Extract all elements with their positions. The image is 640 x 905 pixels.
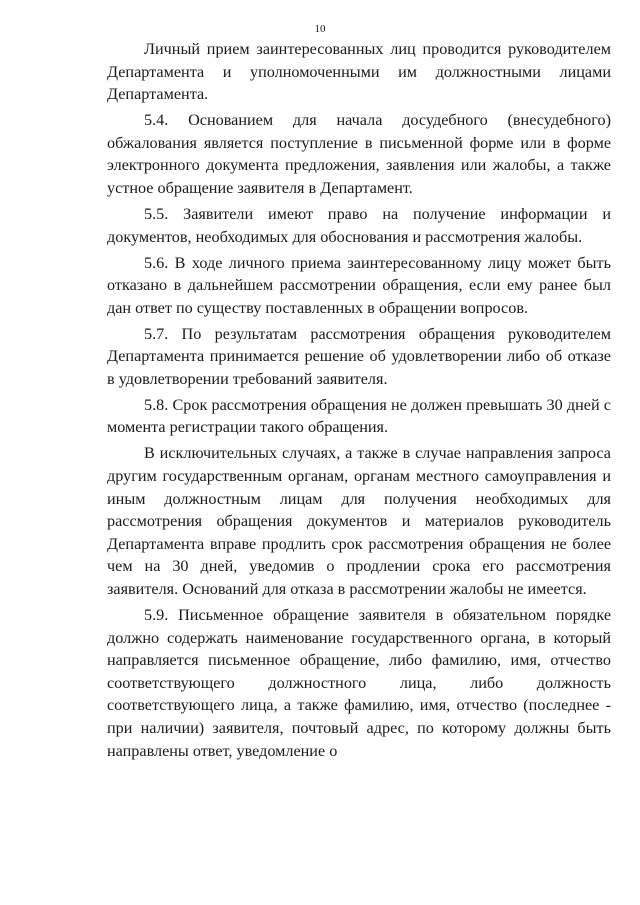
paragraph-personal-reception: Личный прием заинтересованных лиц проводится руководителем Департамента и уполномоченными им должностными лицами Департамента. (107, 40, 611, 104)
paragraph-5-8: 5.8. Срок рассмотрения обращения не должен превышать 30 дней с момента регистрации такого обращения. (107, 395, 611, 437)
paragraph-5-6: 5.6. В ходе личного приема заинтересованному лицу может быть отказано в дальнейшем рассмотрении обращения, если ему ранее был дан ответ по существу поставленных в обращении вопросов. (107, 253, 611, 317)
paragraph-exceptional-cases: В исключительных случаях, а также в случае направления запроса другим государственным органам, органам местного самоуправления и иным должностным лицам для получения необходимых для рассмотрения обращения документов и материалов руководитель Департамента вправе продлить срок рассмотрения обращения не более чем на 30 дней, уведомив о продлении срока его рассмотрения заявителя. Оснований для отказа в рассмотрении жалобы не имеется. (107, 444, 611, 598)
paragraph-5-9: 5.9. Письменное обращение заявителя в обязательном порядке должно содержать наименование государственного органа, в который направляется письменное обращение, либо фамилию, имя, отчество соответствующего должностного лица, либо должность соответствующего лица, а также фамилию, имя, отчество (последнее - при наличии) заявителя, почтовый адрес, по которому должны быть направлены ответ, уведомление о (107, 605, 611, 760)
paragraph-5-5: 5.5. Заявители имеют право на получение информации и документов, необходимых для обоснования и рассмотрения жалобы. (107, 204, 611, 246)
paragraph-5-7: 5.7. По результатам рассмотрения обращения руководителем Департамента принимается решение об удовлетворении либо об отказе в удовлетворении требований заявителя. (107, 324, 611, 388)
paragraph-5-4: 5.4. Основанием для начала досудебного (внесудебного) обжалования является поступление в письменной форме или в форме электронного документа предложения, заявления или жалобы, а также устное обращение заявителя в Департамент. (107, 111, 611, 197)
page-number: 10 (314, 23, 326, 35)
document-body (107, 38, 611, 766)
